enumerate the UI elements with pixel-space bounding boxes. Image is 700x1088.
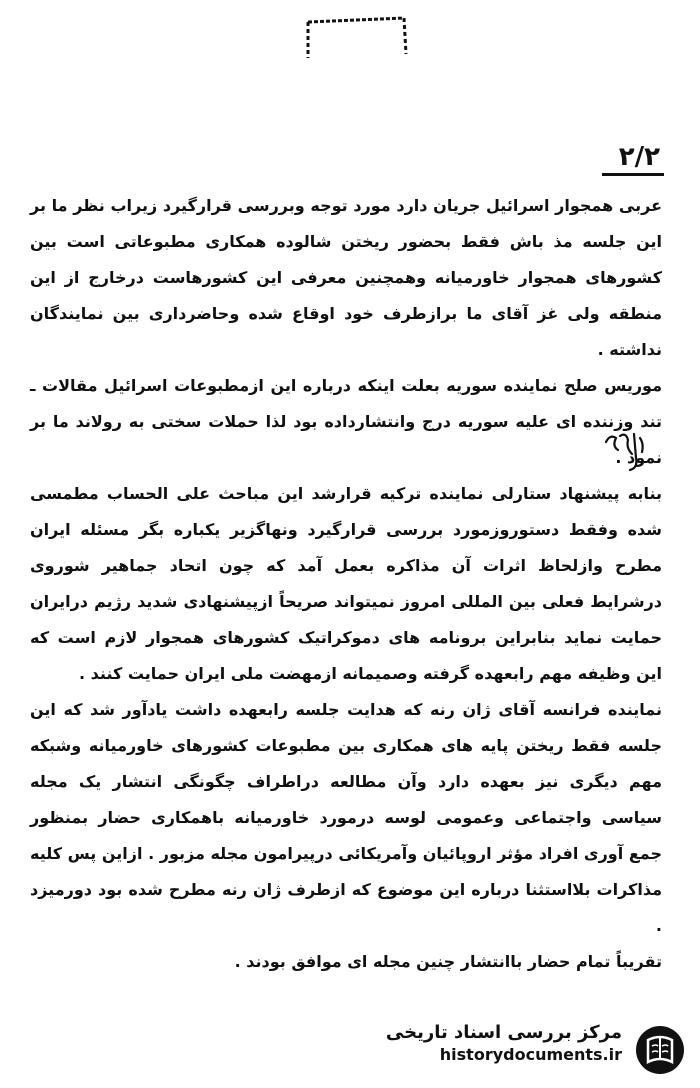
page-number-underline <box>602 173 664 176</box>
paragraph-3: بنابه پیشنهاد ستارلی نماینده ترکیه قرارشد این مباحث علی الحساب مطمسی شده وفقط دستوروزمورد بررسی قرارگیرد ونهاگزیر یکباره بگر مسئله ایران مطرح وازلحاظ اثرات آن مذاکره بعمل آمد که چون اتحاد جماهیر شوروی درشرایط فعلی بین المللی امروز نمیتواند صریحاً ازپیشنهادی شدید رژیم درایران حمایت نماید بنابراین برونامه های دموکراتیک کشورهای همجوار لازم است که این وظیفه مهم رابعهده گرفته وصمیمانه ازمهضت ملی ایران حمایت کنند . <box>30 484 662 683</box>
document-body <box>30 188 662 980</box>
logo-text <box>386 1022 622 1064</box>
archive-logo <box>385 1020 686 1078</box>
paragraph-1: عربی همجوار اسرائیل جریان دارد مورد توجه وبررسی قرارگیرد زیراب نظر ما بر این جلسه مذ باش فقط بحضور ریختن شالوده همکاری مطبوعاتی است بین کشورهای همجوار خاورمیانه وهمچنین معرفی این کشورهاست درخارج از این منطقه ولی غز آقای ما برازطرف خود اوقاع شده وحاضرداری بین نمایندگان نداشته . <box>30 196 662 359</box>
logo-url: historydocuments.ir <box>439 1045 622 1064</box>
logo-title: مرکز بررسی اسناد تاریخی <box>385 1022 622 1043</box>
top-frame-fragment <box>300 14 412 60</box>
paragraph-4: نماینده فرانسه آقای ژان رنه که هدایت جلسه رابعهده داشت یادآور شد که این جلسه فقط ریختن پایه های همکاری بین مطبوعات کشورهای خاورمیانه وشبکه مهم دیگری نیز بعهده دارد وآن مطالعه دراطراف چگونگی انتشار یک مجله سیاسی واجتماعی وعمومی لوسه درمورد خاورمیانه باهمکاری حضار بمنظور جمع آوری افراد مؤثر اروپائیان وآمریکائی درپیرامون مجله مزبور . ازاین پس کلیه مذاکرات بلااستثنا درباره این موضوع که ازطرف ژان رنه مطرح شده بود دورمیزد . <box>30 700 662 935</box>
book-emblem-icon <box>634 1024 686 1076</box>
paragraph-2: موریس صلح نماینده سوریه بعلت اینکه درباره این ازمطبوعات اسرائیل مقالات ـ تند وزننده ای علیه سوریه درج وانتشارداده بود لذا حملات سختی به رولاند ما بر نمود . <box>30 376 662 467</box>
paragraph-5: تقریباً تمام حضار باانتشار چنین مجله ای موافق بودند . <box>234 952 662 971</box>
page-number: ۲/۲ <box>618 142 660 172</box>
handwritten-margin-note <box>602 424 646 474</box>
